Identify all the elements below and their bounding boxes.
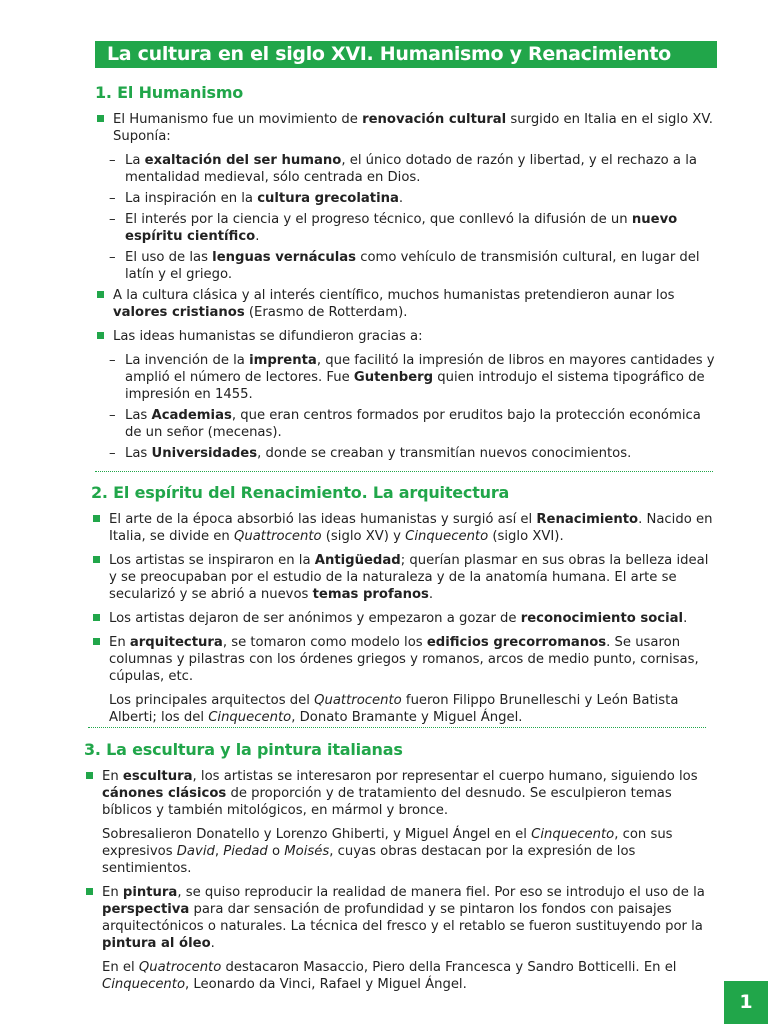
bullet-item: En pintura, se quiso reproducir la realidad de manera fiel. Por eso se introdujo el uso de la perspectiva para dar sensación de profundidad y se pintaron los fondos con paisajes arquitectónicos o naturales. La técnica del fresco y el retablo se fueron sustituyendo por la pintura al óleo. <box>84 884 714 952</box>
page-title: La cultura en el siglo XVI. Humanismo y Renacimiento <box>95 41 717 68</box>
bullet-item: Los artistas se inspiraron en la Antigüedad; querían plasmar en sus obras la belleza ideal y se preocupaban por el estudio de la naturaleza y de la anatomía humana. El arte se secularizó y se abrió a nuevos temas profanos. <box>91 552 717 603</box>
section-heading: 3. La escultura y la pintura italianas <box>84 740 403 759</box>
section-heading: 1. El Humanismo <box>95 83 244 102</box>
paragraph: Los principales arquitectos del Quattrocento fueron Filippo Brunelleschi y León Batista Alberti; los del Cinquecento, Donato Bramante y Miguel Ángel. <box>109 693 679 725</box>
bullet-item: El Humanismo fue un movimiento de renovación cultural surgido en Italia en el siglo XV. Suponía: <box>95 111 717 145</box>
bullet-item: En arquitectura, se tomaron como modelo los edificios grecorromanos. Se usaron columnas y pilastras con los órdenes griegos y romanos, arcos de medio punto, cornisas, cúpulas, etc. <box>91 634 717 685</box>
dash-item: – El interés por la ciencia y el progreso técnico, que conllevó la difusión de un nuevo espíritu científico. <box>95 211 717 245</box>
section-renacimiento <box>91 483 717 733</box>
dash-item: – Las Academias, que eran centros formados por eruditos bajo la protección económica de un señor (mecenas). <box>95 407 717 441</box>
section-humanismo <box>95 83 717 466</box>
section-heading: 2. El espíritu del Renacimiento. La arquitectura <box>91 483 510 502</box>
section-escultura-pintura <box>84 740 714 1000</box>
bullet-item: A la cultura clásica y al interés científico, muchos humanistas pretendieron aunar los valores cristianos (Erasmo de Rotterdam). <box>95 287 717 321</box>
paragraph: Sobresalieron Donatello y Lorenzo Ghiberti, y Miguel Ángel en el Cinquecento, con sus expresivos David, Piedad o Moisés, cuyas obras destacan por la expresión de los sentimientos. <box>102 827 673 876</box>
dash-item: – El uso de las lenguas vernáculas como vehículo de transmisión cultural, en lugar del latín y el griego. <box>95 249 717 283</box>
dash-item: – La invención de la imprenta, que facilitó la impresión de libros en mayores cantidades y amplió el número de lectores. Fue Gutenberg quien introdujo el sistema tipográfico de impresión en 1455. <box>95 352 717 403</box>
bullet-item: Los artistas dejaron de ser anónimos y empezaron a gozar de reconocimiento social. <box>91 610 717 627</box>
paragraph: En el Quatrocento destacaron Masaccio, Piero della Francesca y Sandro Botticelli. En el Cinquecento, Leonardo da Vinci, Rafael y Miguel Ángel. <box>102 960 677 992</box>
dash-item: – La inspiración en la cultura grecolatina. <box>95 190 717 207</box>
bullet-item: Las ideas humanistas se difundieron gracias a: <box>95 328 717 345</box>
section-divider <box>88 727 706 728</box>
bullet-item: En escultura, los artistas se interesaron por representar el cuerpo humano, siguiendo los cánones clásicos de proporción y de tratamiento del desnudo. Se esculpieron temas bíblicos y también mitológicos, en mármol y bronce. <box>84 768 714 819</box>
section-body <box>95 111 717 462</box>
section-body <box>84 768 714 993</box>
page-number: 1 <box>724 981 768 1024</box>
section-body <box>91 511 717 726</box>
dash-item: – La exaltación del ser humano, el único dotado de razón y libertad, y el rechazo a la mentalidad medieval, sólo centrada en Dios. <box>95 152 717 186</box>
section-divider <box>95 471 713 472</box>
bullet-item: El arte de la época absorbió las ideas humanistas y surgió así el Renacimiento. Nacido en Italia, se divide en Quattrocento (siglo XV) y Cinquecento (siglo XVI). <box>91 511 717 545</box>
dash-item: – Las Universidades, donde se creaban y transmitían nuevos conocimientos. <box>95 445 717 462</box>
